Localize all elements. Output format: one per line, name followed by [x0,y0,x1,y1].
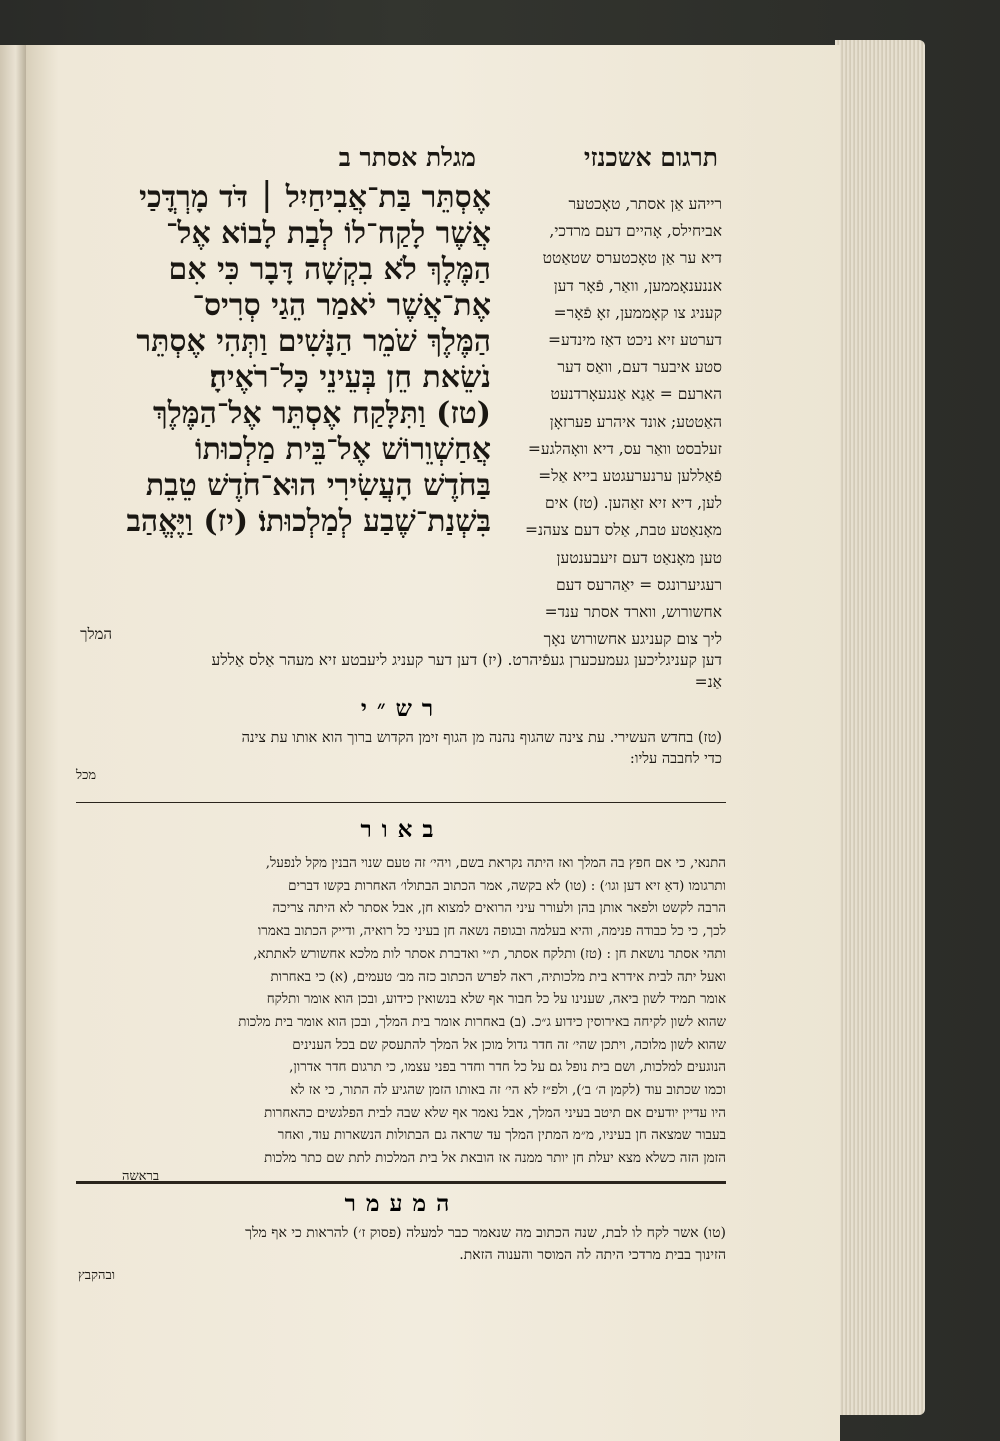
book-page [26,45,840,1441]
bible-text-column [46,180,491,540]
biur-commentary [66,853,726,1171]
biur-line: הרבה לקשט ולפאר אותן בהן ולעורר עיני הרואים למצוא חן, אבל אסתר לא היתה צריכה [272,901,726,917]
biur-line: הזמן הזה כשלא מצא יעלת חן יותר ממנה אז הובאת אל בית המלכות לתת שם כתר מלכות [264,1151,726,1167]
running-header-book: מגלת אסתר ב [338,143,476,172]
meamer-line: הזינוך בבית מרדכי היתה לה המוסר והענוה הזאת. [459,1247,726,1263]
rashi-catchword: מכל [76,768,97,783]
biur-line: וכמו שכתוב עוד (לקמן ה׳ ב׳), ולפ״ז לא הי׳ זה באותו הזמן שהגיע לה התור, כי אז לא [290,1083,726,1099]
biur-line: שהוא לשון מלוכה, ויתכן שהי׳ זה חדר גדול מוכן אל המלך להתעסק שם בכל הענינים [292,1037,726,1053]
targum-line: קעניג צו קאָממען, זאָ פֿאָר= [553,303,722,322]
biur-line: ואעל יתה לבית אידרא בית מלכותיה, ראה לפרש הכתוב כזה מב׳ טעמים, (א) כי באחרות [270,969,726,985]
targum-line: מאָנאַטע טבת, אַלס דעם צעהנ= [525,521,722,540]
targum-line: רעגיערונגס = יאַהרעס דעם [555,575,722,594]
targum-line: אביחילס, אָהיים דעם מרדכי, [549,222,722,241]
meamer-line: (טו) אשר לקח לו לבת, שנה הכתוב מה שנאמר כבר למעלה (פסוק ז׳) להראות כי אף מלך [245,1225,726,1241]
bible-line: אֲשֶׁר לָקַח־לוֹ לְבַת לָבוֹא אֶל־ [165,216,491,251]
biur-line: היו עדיין יודעים אם תיטב בעיני המלך, אבל נאמר אף שלא שבה לבית הפלגשים כהאחרות [264,1105,726,1121]
biur-title: באור [360,816,444,843]
targum-line: אחשורוש, ווארד אסתר ענד= [544,603,722,622]
biur-line: הנוגעים למלכות, ושם בית נופל גם על כל חדר וחדר בפני עצמו, כי תרגום חדר אדרון, [289,1060,726,1076]
biur-line: אומר תמיד לשון ביאה, שענינו על כל חבור אף שלא בנשואין כידוע, ובכן הוא אומר ותלקח [266,992,726,1008]
biur-line: התנאי, כי אם חפץ בה המלך ואז היתה נקראת בשם, ויהי׳ זה טעם שנוי הבנין מקל לנפעל, [265,856,726,871]
bible-line: הַמֶּלֶךְ שֹׁמֵר הַנָּשִׁים וַתְּהִי אֶסְתֵּר [136,324,491,359]
bible-line: אֶת־אֲשֶׁר יֹאמַר הֵגַי סְרִיס־ [192,288,491,323]
targum-line: רייהע אַן אסתר, טאָכטער [568,195,722,213]
running-header-targum: תרגום אשכנזי [583,143,718,172]
bible-line: אֲחַשְׁוֵרוֹשׁ אֶל־בֵּית מַלְכוּתוֹ [194,432,491,467]
biur-line: שהוא לשון לקיחה באירוסין כידוע ג״כ. (ב) באחרות אומר בית המלך, ובכן הוא אומר בית מלכות [238,1014,726,1030]
biur-line: ותהי אסתר נושאת חן : (טז) ותלקח אסתר, ת״י ואדברת אסתר לות מלכא אחשורש לאתתא, [253,946,726,962]
targum-line: דערטע זיא ניכט דאַז מינדע= [548,331,722,350]
bible-line: נֹשֵׂאת חֵן בְּעֵינֵי כָּל־רֹאֶיהָ׃ [209,360,491,395]
bible-line: הַמֶּלֶךְ לֹא בִקְשָׁה דָּבָר כִּי אִם [168,252,491,287]
bible-line: אֶסְתֵּר בַּת־אֲבִיחַיִל ׀ דֹּד מָרְדֳּכַי [139,180,491,215]
targum-line: האַטטע; אונד איהרע פערזאָן [549,412,722,431]
bible-catchword: המלך [80,625,112,643]
rashi-title: רש״י [360,695,444,722]
meamer-title: המעמר [344,1190,460,1217]
section-divider-thick [76,1181,726,1184]
section-divider [76,802,726,803]
page-block-edge [835,40,925,1415]
biur-line: בעבור שמצאה חן בעיניו, מ״מ המתין המלך עד שראה גם הבתולות הנשארות עוד, ואחר [277,1128,726,1144]
targum-line: אננענאָממען, וואַר, פֿאָר דען [553,276,722,295]
biur-line: לכך, כי כל כבודה פנימה, והיא בעלמה ובגופה נשאה חן בעיני כל רואיה, ודייק הכתוב באמרו [257,924,726,940]
targum-line: סטע איבער דעם, וואַס דער [557,358,722,377]
bible-line: בַּחֹדֶשׁ הָעֲשִׂירִי הוּא־חֹדֶשׁ טֵבֵת [145,468,491,503]
targum-continuation [82,649,722,693]
targum-line: לען, דיא זיא זאַהען. (טז) אים [544,494,722,513]
rashi-line: כדי לחבבה עליו: [629,751,722,767]
biur-line: ותרגומו (דאַ זיא דען וגו׳) : (טו) לא בקשה, אמר הכתוב הבתולו׳ האחרות בקשו דברים [288,878,726,894]
meamer-catchword: ובהקבץ [78,1268,116,1283]
targum-column [491,191,722,653]
targum-line: טען מאָנאַט דעם זיעבענטען [556,548,722,567]
meamer-commentary [76,1222,726,1266]
facing-page-edge [0,45,26,1441]
bible-line: בִּשְׁנַת־שֶׁבַע לְמַלְכוּתוֹ׃ (יז) וַיֶּאֱהַב [126,504,491,539]
targum-line: פֿאַללען ערנערעגטע בייא אַל= [538,467,722,486]
targum-cont-line: דען קעניגליכען געמעכערן געפֿיהרט. (יז) דען דער קעניג ליעבטע זיא מעהר אַלס אַללע [211,651,722,669]
targum-line: הארעם = אַגַא אַנגעאָרדנעט [550,385,722,404]
targum-line: דיא ער אַן טאָכטערס שטאַטט [542,249,722,268]
targum-line: ליך צום קעניגע אחשורוש נאָך [543,630,722,649]
targum-line: זעלבסט וואַר עס, דיא וואָהלגע= [527,439,722,458]
targum-cont-line: אַנ= [694,673,722,691]
bible-line: (טז) וַתִּלָּקַח אֶסְתֵּר אֶל־הַמֶּלֶךְ [153,396,491,431]
rashi-commentary [82,728,722,770]
biur-catchword: בראשה [122,1169,160,1184]
rashi-line: (טז) בחדש העשירי. עת צינה שהגוף נהנה מן הגוף זימן הקדוש ברוך הוא אותו עת צינה [241,730,722,746]
